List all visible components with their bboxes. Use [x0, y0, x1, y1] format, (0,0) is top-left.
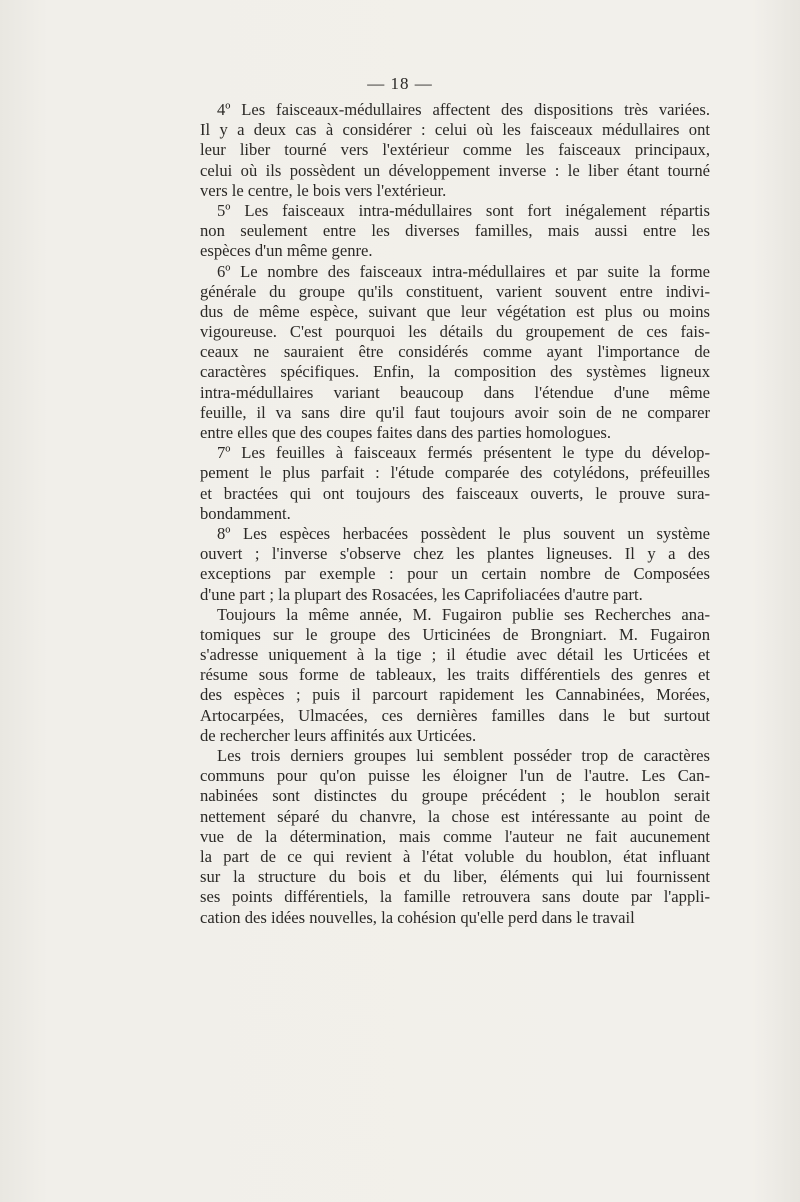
text-line: s'adresse uniquement à la tige ; il étudie avec détail les Urticées et — [200, 645, 710, 665]
text-line: vigoureuse. C'est pourquoi les détails du groupement de ces fais- — [200, 322, 710, 342]
text-line: intra-médullaires variant beaucoup dans l'étendue d'une même — [200, 382, 710, 402]
text-line: espèces d'un même genre. — [200, 241, 373, 261]
text-line: des espèces ; puis il parcourt rapidement les Cannabinées, Morées, — [200, 685, 710, 705]
text-line: résume sous forme de tableaux, les traits différentiels des genres et — [200, 665, 710, 685]
text-line: de rechercher leurs affinités aux Urticées. — [200, 725, 477, 745]
text-line: vers le centre, le bois vers l'extérieur. — [200, 180, 447, 200]
text-line: ouvert ; l'inverse s'observe chez les plantes ligneuses. Il y a des — [200, 544, 710, 564]
text-line: 8º Les espèces herbacées possèdent le plus souvent un système — [217, 523, 710, 543]
text-line: tomiques sur le groupe des Urticinées de Brongniart. M. Fugairon — [200, 624, 710, 644]
text-line: bondamment. — [200, 503, 291, 523]
page-number: — 18 — — [367, 74, 433, 93]
paragraph — [200, 746, 710, 928]
text-line: exceptions par exemple : pour un certain nombre de Composées — [200, 564, 710, 584]
text-line: d'une part ; la plupart des Rosacées, les Caprifoliacées d'autre part. — [200, 584, 643, 604]
text-line: 6º Le nombre des faisceaux intra-médullaires et par suite la forme — [217, 261, 710, 281]
text-line: Il y a deux cas à considérer : celui où les faisceaux médullaires ont — [200, 120, 710, 140]
text-line: communs pour qu'on puisse les éloigner l'un de l'autre. Les Can- — [200, 766, 710, 786]
text-line: entre elles que des coupes faites dans des parties homologues. — [200, 423, 612, 442]
text-line: dus de même espèce, suivant que leur végétation est plus ou moins — [200, 301, 710, 321]
text-line: 5º Les faisceaux intra-médullaires sont fort inégalement répartis — [217, 200, 710, 220]
text-line: feuille, il va sans dire qu'il faut toujours avoir soin de ne comparer — [200, 402, 710, 422]
text-line: vue de la détermination, mais comme l'auteur ne fait aucunement — [200, 826, 710, 846]
text-line: pement le plus parfait : l'étude comparée des cotylédons, préfeuilles — [200, 463, 710, 483]
text-line: sur la structure du bois et du liber, éléments qui lui fournissent — [200, 867, 710, 887]
text-line: Les trois derniers groupes lui semblent posséder trop de caractères — [217, 746, 710, 765]
text-line: nettement séparé du chanvre, la chose est intéressante au point de — [200, 806, 710, 826]
text-line: 4º Les faisceaux-médullaires affectent des dispositions très variées. — [217, 100, 710, 119]
text-line: ceaux ne sauraient être considérés comme ayant l'importance de — [200, 342, 710, 362]
paragraph — [200, 524, 710, 605]
text-line: Toujours la même année, M. Fugairon publie ses Recherches ana- — [217, 604, 710, 624]
text-line: ses points différentiels, la famille retrouvera sans doute par l'appli- — [200, 887, 710, 907]
paragraph — [200, 605, 710, 746]
text-line: Artocarpées, Ulmacées, ces dernières familles dans le but surtout — [200, 705, 710, 725]
text-line: 7º Les feuilles à faisceaux fermés présentent le type du dévelop- — [217, 443, 710, 463]
paragraph — [200, 443, 710, 524]
text-line: caractères spécifiques. Enfin, la composition des systèmes ligneux — [200, 362, 710, 382]
body-text — [200, 100, 710, 928]
text-line: générale du groupe qu'ils constituent, varient souvent entre indivi- — [200, 281, 710, 301]
text-line: celui où ils possèdent un développement inverse : le liber étant tourné — [200, 160, 710, 180]
paragraph — [200, 201, 710, 262]
paragraph — [200, 262, 710, 444]
text-line: leur liber tourné vers l'extérieur comme les faisceaux principaux, — [200, 140, 710, 160]
text-line: non seulement entre les diverses familles, mais aussi entre les — [200, 221, 710, 241]
text-line: cation des idées nouvelles, la cohésion qu'elle perd dans le travail — [200, 907, 635, 927]
text-line: et bractées qui ont toujours des faisceaux ouverts, le prouve sura- — [200, 483, 710, 503]
text-line: nabinées sont distinctes du groupe précédent ; le houblon serait — [200, 786, 710, 806]
text-line: la part de ce qui revient à l'état voluble du houblon, état influant — [200, 846, 710, 866]
paragraph — [200, 100, 710, 201]
